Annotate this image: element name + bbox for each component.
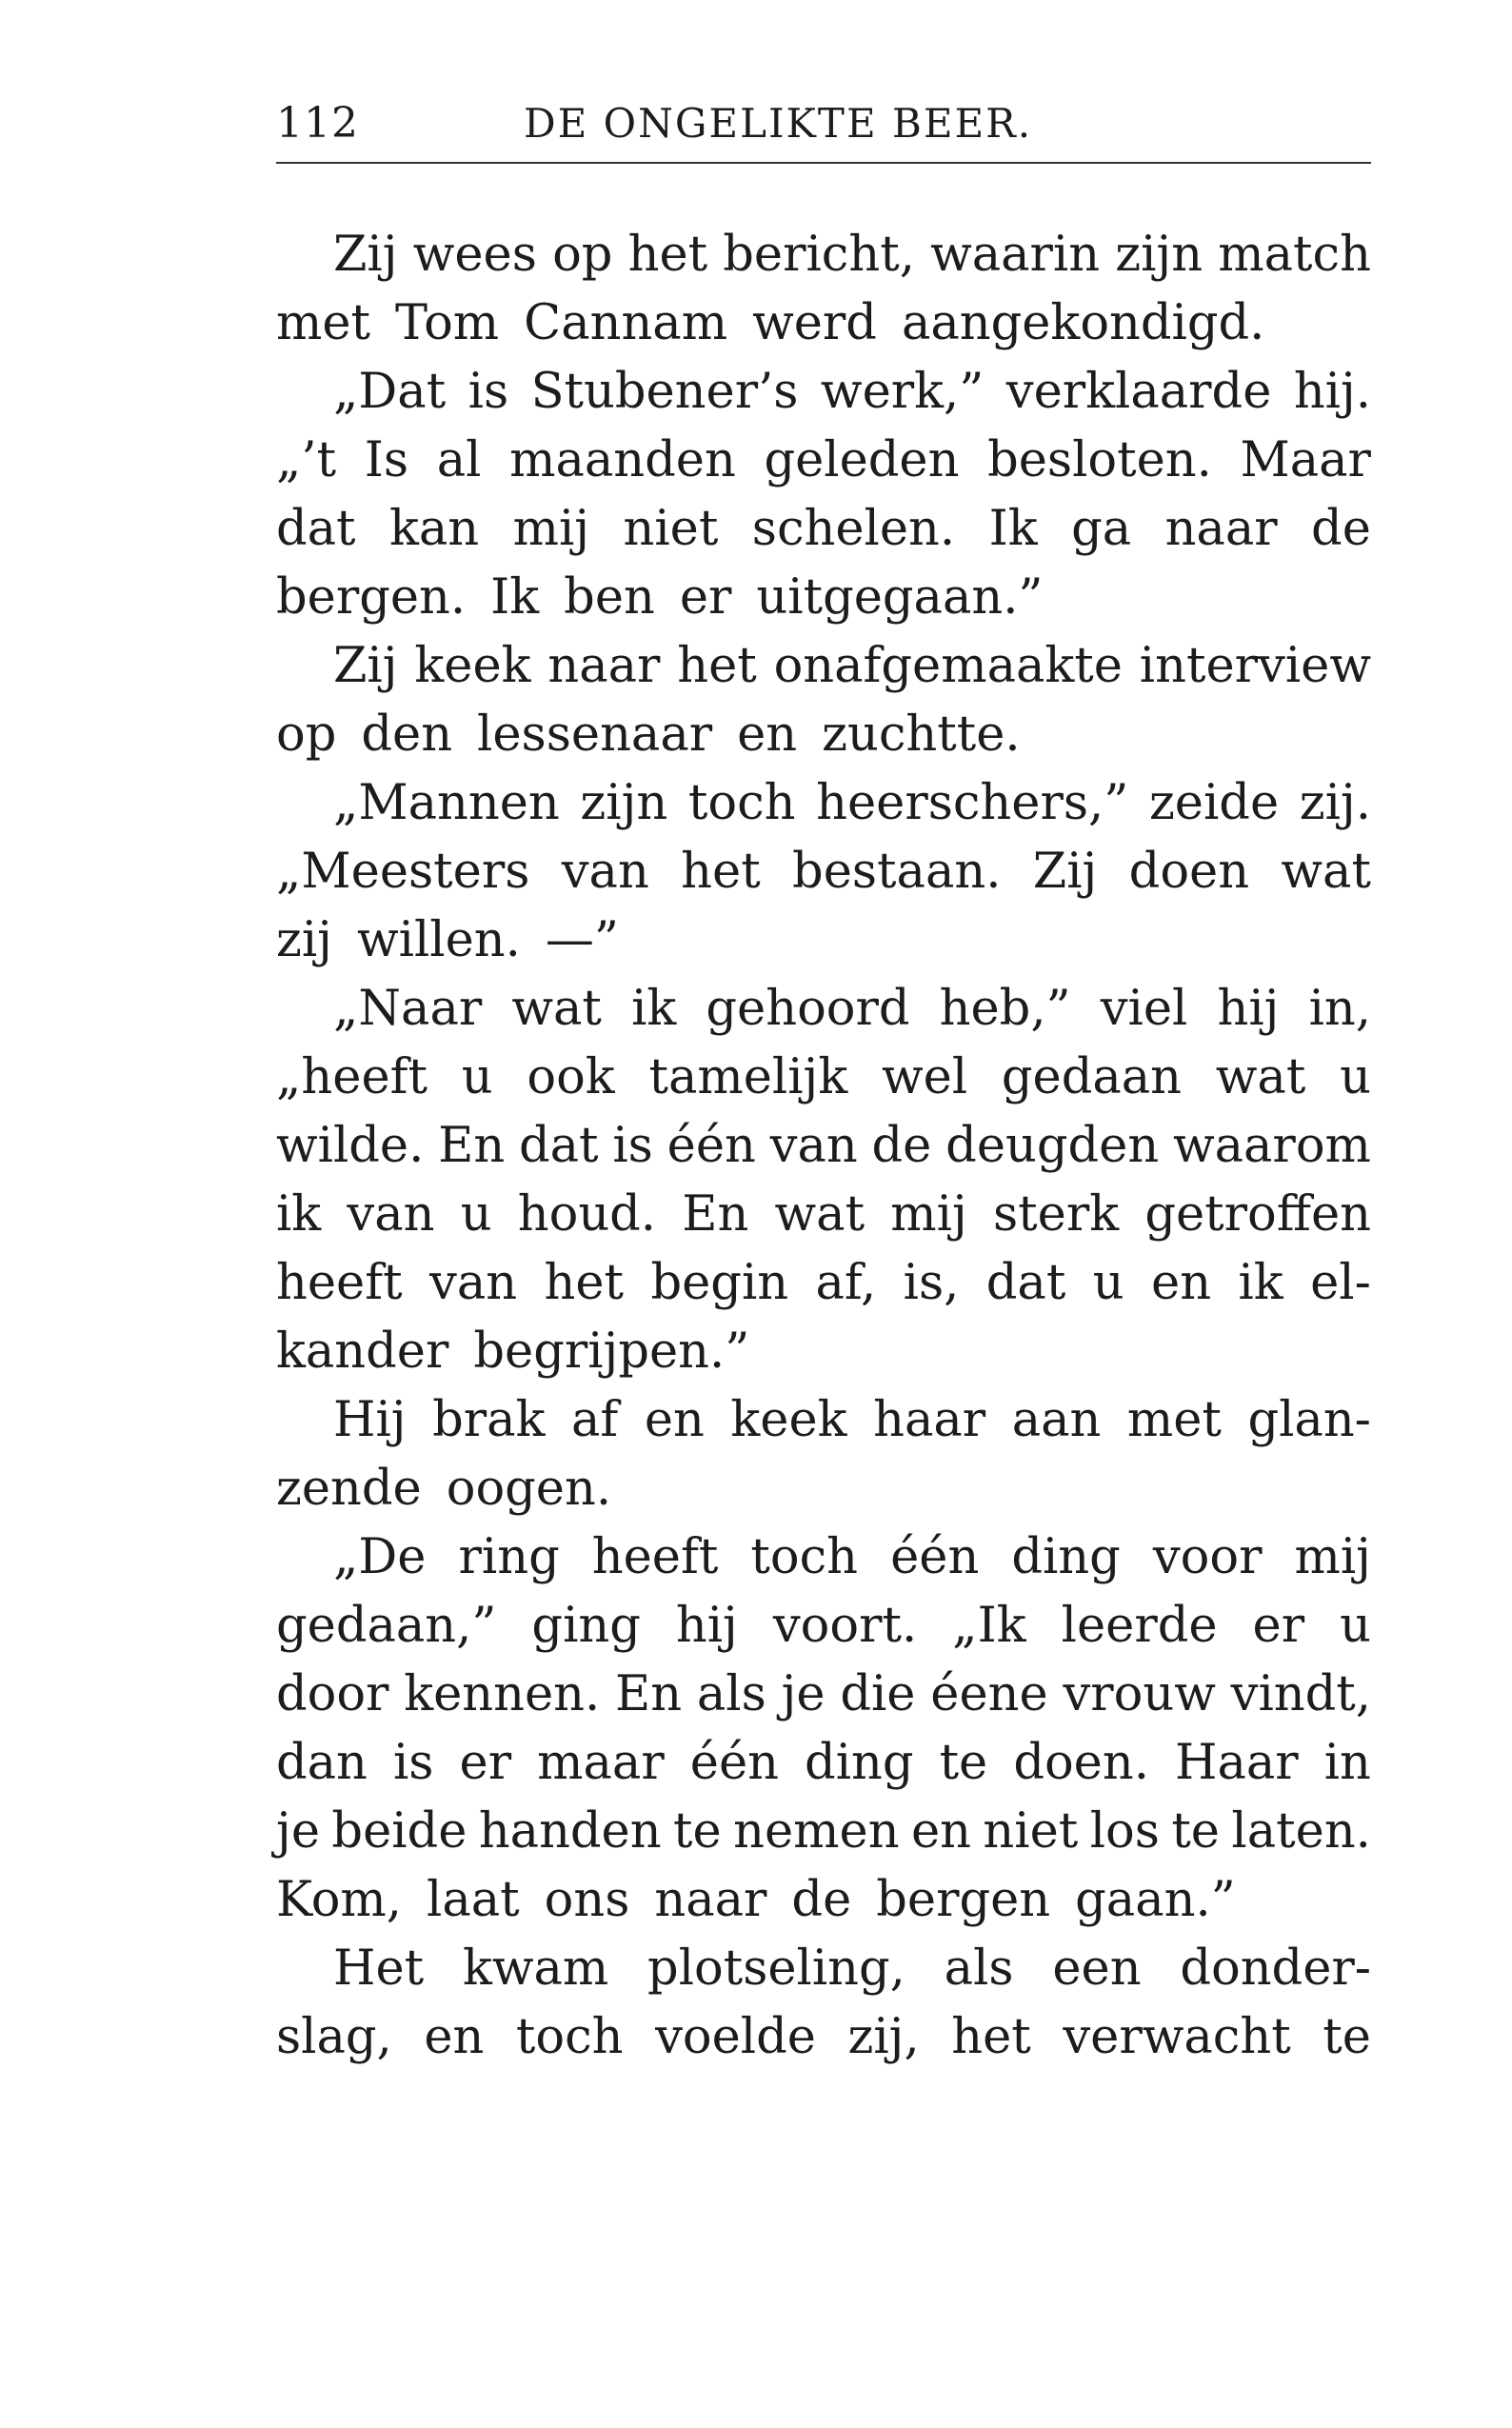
text-line: op den lessenaar en zuchtte.	[276, 707, 1021, 763]
running-title: DE ONGELIKTE BEER.	[524, 100, 1033, 147]
page-number: 112	[276, 99, 359, 148]
text-line: heeft van het begin af, is, dat u en ik el-	[276, 1255, 1371, 1311]
text-line: Het kwam plotseling, als een donder-	[333, 1940, 1371, 1997]
text-line: „heeft u ook tamelijk wel gedaan wat u	[276, 1049, 1371, 1105]
text-line: „Mannen zijn toch heerschers,” zeide zij.	[333, 775, 1371, 831]
text-line: „’t Is al maanden geleden besloten. Maar	[276, 432, 1371, 488]
text-line: je beide handen te nemen en niet los te laten.	[276, 1803, 1371, 1860]
text-line: door kennen. En als je die éene vrouw vindt,	[276, 1666, 1371, 1722]
text-line: ik van u houd. En wat mij sterk getroffen	[276, 1186, 1371, 1243]
text-line: Kom, laat ons naar de bergen gaan.”	[276, 1872, 1236, 1928]
text-line: „Dat is Stubener’s werk,” verklaarde hij.	[333, 364, 1371, 420]
text-line: „Naar wat ik gehoord heb,” viel hij in,	[333, 981, 1371, 1037]
text-line: kander begrijpen.”	[276, 1323, 750, 1380]
text-line: met Tom Cannam werd aangekondigd.	[276, 295, 1265, 351]
text-line: „De ring heeft toch één ding voor mij	[333, 1529, 1371, 1585]
text-line: dat kan mij niet schelen. Ik ga naar de	[276, 501, 1371, 557]
text-line: dan is er maar één ding te doen. Haar in	[276, 1735, 1371, 1791]
page-header	[276, 95, 1371, 152]
text-line: slag, en toch voelde zij, het verwacht te	[276, 2009, 1371, 2065]
text-line: gedaan,” ging hij voort. „Ik leerde er u	[276, 1598, 1371, 1654]
text-line: zij willen. —”	[276, 912, 619, 968]
header-rule	[276, 162, 1371, 164]
text-line: Hij brak af en keek haar aan met glan-	[333, 1392, 1371, 1448]
text-line: wilde. En dat is één van de deugden waarom	[276, 1118, 1371, 1174]
body-text	[276, 221, 1371, 2072]
text-line: Zij keek naar het onafgemaakte interview	[333, 638, 1371, 694]
text-line: zende oogen.	[276, 1461, 612, 1517]
text-line: „Meesters van het bestaan. Zij doen wat	[276, 844, 1371, 900]
text-line: Zij wees op het bericht, waarin zijn match	[333, 227, 1371, 283]
text-line: bergen. Ik ben er uitgegaan.”	[276, 569, 1044, 626]
